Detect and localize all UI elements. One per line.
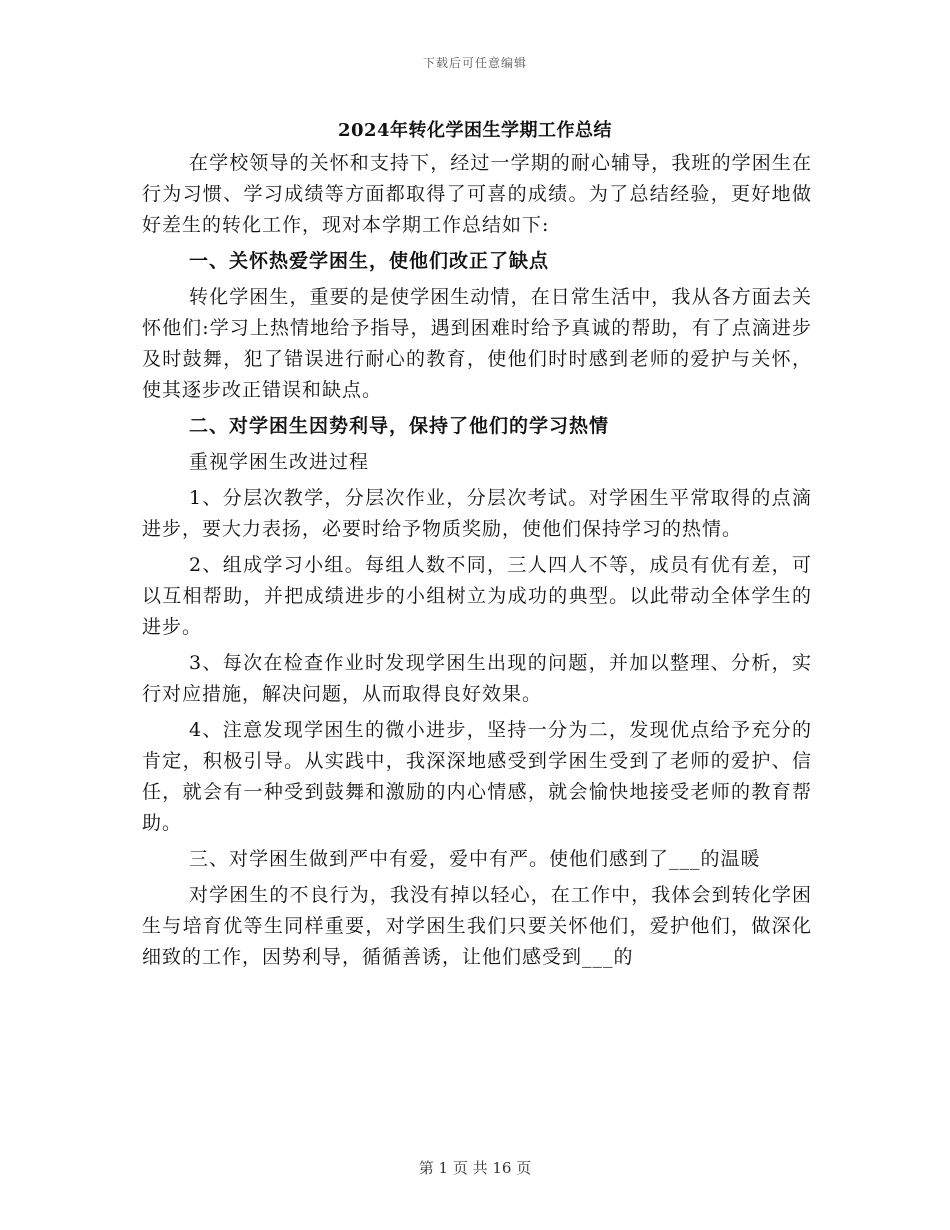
section-1-paragraph: 转化学困生，重要的是使学困生动情，在日常生活中，我从各方面去关怀他们:学习上热情地给予指导，遇到困难时给予真诚的帮助，有了点滴进步及时鼓舞，犯了错误进行耐心的教育，使他们时时感到老师的爱护与关怀，使其逐步改正错误和缺点。	[142, 286, 812, 401]
document-title: 2024年转化学困生学期工作总结	[337, 120, 613, 141]
section-heading-1: 一、关怀热爱学困生，使他们改正了缺点	[189, 250, 550, 272]
document-body	[142, 148, 812, 978]
section-heading-2: 二、对学困生因势利导，保持了他们的学习热情	[189, 415, 610, 437]
header-note: 下载后可任意编辑	[422, 56, 527, 70]
section-heading-3: 三、对学困生做到严中有爱，爱中有严。使他们感到了___的温暖	[189, 848, 761, 870]
intro-paragraph: 在学校领导的关怀和支持下，经过一学期的耐心辅导，我班的学困生在行为习惯、学习成绩等方面都取得了可喜的成绩。为了总结经验，更好地做好差生的转化工作，现对本学期工作总结如下:	[142, 152, 812, 236]
section-2-item-1: 1、分层次教学，分层次作业，分层次考试。对学困生平常取得的点滴进步，要大力表扬，必要时给予物质奖励，使他们保持学习的热情。	[142, 487, 812, 540]
section-2-subheading: 重视学困生改进过程	[189, 451, 370, 473]
section-2-item-2: 2、组成学习小组。每组人数不同，三人四人不等，成员有优有差，可以互相帮助，并把成绩进步的小组树立为成功的典型。以此带动全体学生的进步。	[142, 554, 812, 638]
section-3-paragraph: 对学困生的不良行为，我没有掉以轻心，在工作中，我体会到转化学困生与培育优等生同样重要，对学困生我们只要关怀他们，爱护他们，做深化细致的工作，因势利导，循循善诱，让他们感受到___的	[142, 884, 812, 968]
section-2-item-3: 3、每次在检查作业时发现学困生出现的问题，并加以整理、分析，实行对应措施，解决问题，从而取得良好效果。	[142, 652, 812, 705]
page-number: 第 1 页 共 16 页	[418, 1159, 532, 1177]
section-2-item-4: 4、注意发现学困生的微小进步，坚持一分为二，发现优点给予充分的肯定，积极引导。从实践中，我深深地感受到学困生受到了老师的爱护、信任，就会有一种受到鼓舞和激励的内心情感，就会愉快地接受老师的教育帮助。	[142, 719, 812, 834]
